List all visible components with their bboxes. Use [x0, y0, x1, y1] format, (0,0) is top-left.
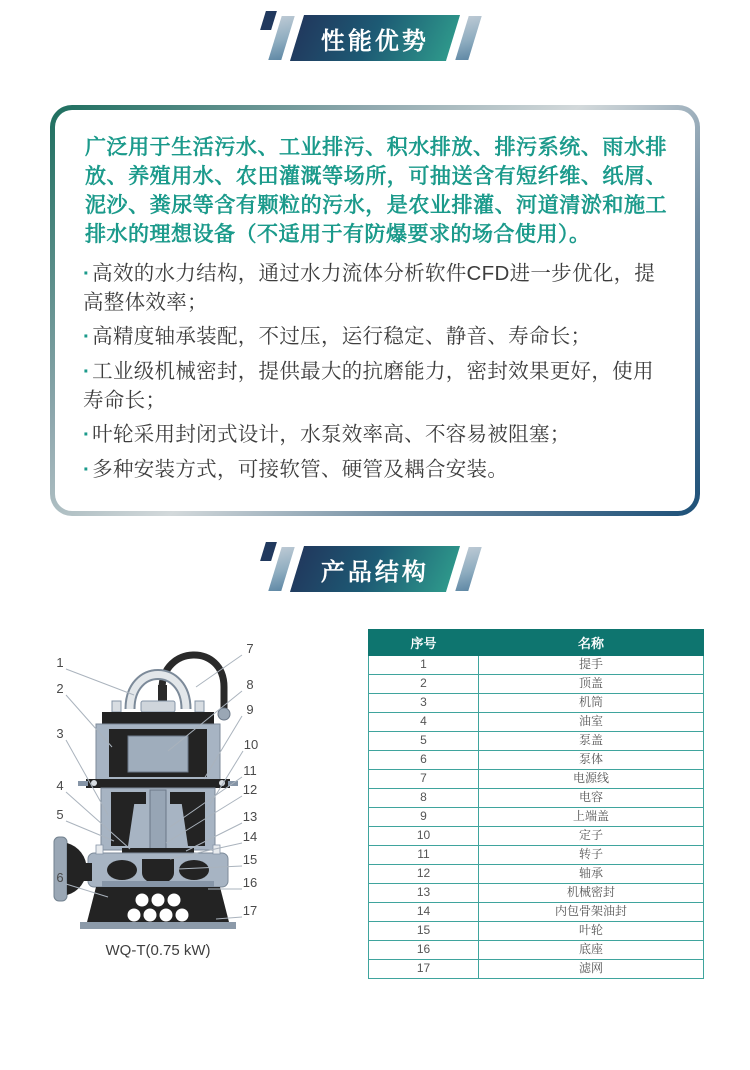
- diagram-number-label: 10: [243, 736, 259, 752]
- table-row: [369, 940, 704, 959]
- table-cell: 14: [369, 902, 479, 921]
- feature-item: ·高效的水力结构，通过水力流体分析软件CFD进一步优化，提高整体效率；: [83, 261, 656, 314]
- table-cell: 定子: [479, 826, 704, 845]
- column-header-name: 名称: [479, 629, 704, 655]
- pump-body: [54, 655, 238, 929]
- table-row: [369, 807, 704, 826]
- leader-line: [66, 669, 134, 695]
- parts-table-head: [369, 629, 704, 655]
- table-row: [369, 788, 704, 807]
- section-badge-structure: [275, 546, 475, 592]
- table-cell: 8: [369, 788, 479, 807]
- table-row: [369, 655, 704, 674]
- table-cell: 9: [369, 807, 479, 826]
- table-cell: 电源线: [479, 769, 704, 788]
- diagram-number-label: 15: [242, 851, 258, 867]
- diagram-number-label: 7: [246, 640, 254, 656]
- feature-list: [83, 260, 669, 485]
- table-cell: 电容: [479, 788, 704, 807]
- parts-table-body: [369, 655, 704, 978]
- bullet-dot: ·: [83, 325, 91, 349]
- diagram-number-label: 2: [56, 680, 64, 696]
- table-row: [369, 712, 704, 731]
- table-row: [369, 883, 704, 902]
- diagram-number-label: 11: [243, 762, 257, 778]
- table-row: [369, 902, 704, 921]
- bullet-dot: ·: [83, 359, 91, 383]
- diagram-number-label: 5: [56, 806, 64, 822]
- structure-badge-row: [0, 546, 750, 592]
- diagram-number-label: 6: [56, 869, 64, 885]
- table-row: [369, 769, 704, 788]
- table-cell: 5: [369, 731, 479, 750]
- diagram-number-label: 9: [246, 701, 254, 717]
- top-cover: [102, 712, 214, 724]
- table-row: [369, 674, 704, 693]
- table-cell: 泵盖: [479, 731, 704, 750]
- application-intro-paragraph: 广泛用于生活污水、工业排污、积水排放、排污系统、雨水排放、养殖用水、农田灌溉等场所，可抽送含有短纤维、纸屑、泥沙、粪尿等含有颗粒的污水，是农业排灌、河道清淤和施工排水的理想设备（不适用于有防爆要求的场合使用）。: [85, 136, 667, 246]
- badge-corner-chip: [260, 11, 277, 30]
- table-cell: 16: [369, 940, 479, 959]
- shaft: [150, 790, 166, 852]
- table-row: [369, 750, 704, 769]
- table-cell: 6: [369, 750, 479, 769]
- badge-plate: [290, 546, 460, 592]
- section-title-structure: 产品结构: [321, 558, 429, 586]
- diagram-number-label: 16: [242, 874, 258, 890]
- table-cell: 机械密封: [479, 883, 704, 902]
- impeller: [142, 859, 174, 884]
- table-cell: 转子: [479, 845, 704, 864]
- cable-end: [218, 708, 230, 720]
- table-cell: 2: [369, 674, 479, 693]
- badge-right-stripe: [455, 16, 481, 60]
- table-cell: 12: [369, 864, 479, 883]
- page: [0, 15, 750, 1070]
- capacitor: [128, 736, 188, 772]
- feature-item: ·工业级机械密封，提供最大的抗磨能力，密封效果更好，使用寿命长；: [83, 359, 654, 412]
- badge-corner-chip: [260, 542, 277, 561]
- table-row: [369, 826, 704, 845]
- feature-box-inner: [55, 110, 695, 511]
- table-row: [369, 693, 704, 712]
- table-row: [369, 845, 704, 864]
- diagram-number-label: 1: [56, 654, 64, 670]
- table-row: [369, 731, 704, 750]
- diagram-number-label: 8: [246, 676, 254, 692]
- diagram-number-label: 12: [242, 781, 258, 797]
- diagram-number-label: 14: [242, 828, 258, 844]
- bullet-dot: ·: [83, 261, 91, 285]
- performance-badge-row: [0, 15, 750, 61]
- diagram-number-label: 13: [242, 808, 258, 824]
- feature-item: ·叶轮采用封闭式设计，水泵效率高、不容易被阻塞；: [83, 423, 571, 447]
- table-cell: 13: [369, 883, 479, 902]
- feature-item: ·多种安装方式，可接软管、硬管及耦合安装。: [83, 458, 509, 481]
- pump-diagram-area: [38, 629, 368, 964]
- diagram-number-label: 17: [242, 902, 258, 918]
- table-cell: 底座: [479, 940, 704, 959]
- table-cell: 7: [369, 769, 479, 788]
- feature-box: [50, 105, 700, 516]
- table-cell: 顶盖: [479, 674, 704, 693]
- badge-right-stripe: [455, 547, 481, 591]
- bullet-dot: ·: [83, 423, 91, 447]
- diagram-number-label: 3: [56, 725, 64, 741]
- table-header-row: [369, 629, 704, 655]
- table-cell: 10: [369, 826, 479, 845]
- table-cell: 机筒: [479, 693, 704, 712]
- table-cell: 1: [369, 655, 479, 674]
- table-row: [369, 864, 704, 883]
- section-badge-performance: [275, 15, 475, 61]
- discharge-flange: [54, 837, 67, 901]
- diagram-caption: WQ-T(0.75 kW): [105, 941, 211, 959]
- column-header-number: 序号: [369, 629, 479, 655]
- table-cell: 内包骨架油封: [479, 902, 704, 921]
- table-cell: 叶轮: [479, 921, 704, 940]
- table-row: [369, 959, 704, 978]
- pump-cross-section-diagram: [38, 629, 288, 964]
- table-cell: 轴承: [479, 864, 704, 883]
- structure-section: [0, 629, 750, 979]
- table-cell: 4: [369, 712, 479, 731]
- section-title-performance: 性能优势: [321, 27, 429, 55]
- table-row: [369, 921, 704, 940]
- table-cell: 11: [369, 845, 479, 864]
- table-cell: 上端盖: [479, 807, 704, 826]
- table-cell: 泵体: [479, 750, 704, 769]
- table-cell: 油室: [479, 712, 704, 731]
- table-cell: 提手: [479, 655, 704, 674]
- table-cell: 15: [369, 921, 479, 940]
- table-cell: 滤网: [479, 959, 704, 978]
- feature-item: ·高精度轴承装配，不过压，运行稳定、静音、寿命长；: [83, 325, 592, 349]
- badge-plate: [290, 15, 460, 61]
- table-cell: 3: [369, 693, 479, 712]
- bullet-dot: ·: [83, 458, 91, 481]
- diagram-number-label: 4: [56, 777, 64, 793]
- table-cell: 17: [369, 959, 479, 978]
- parts-table: [368, 629, 704, 979]
